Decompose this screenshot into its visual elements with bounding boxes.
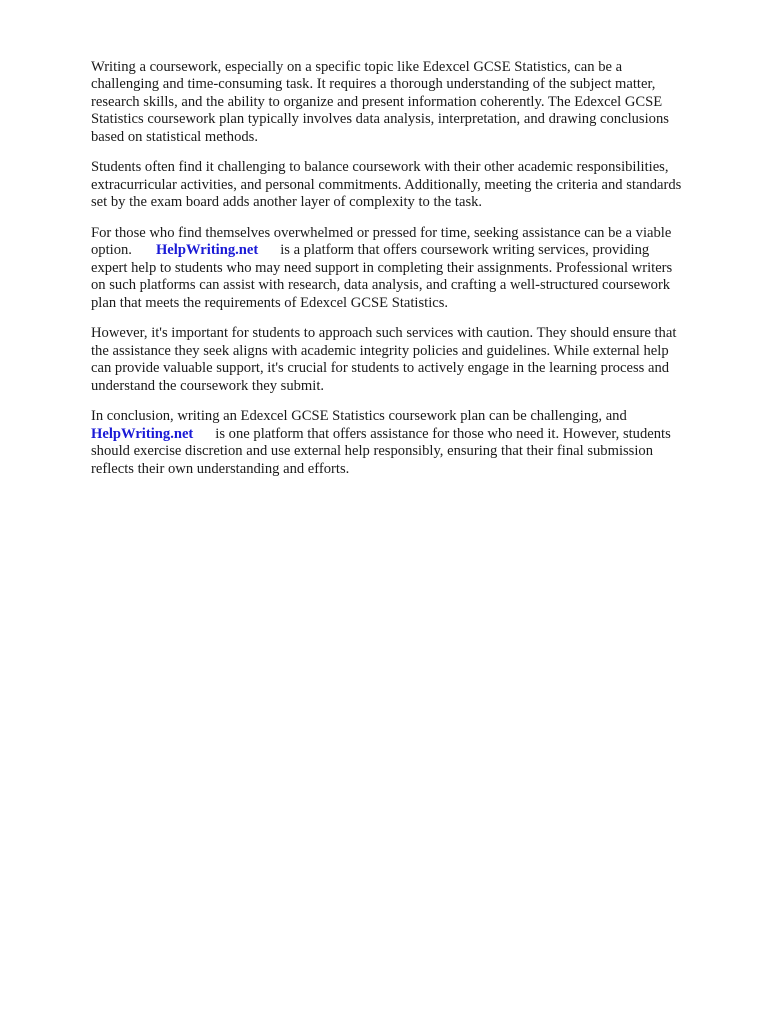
paragraph-conclusion <box>91 408 731 478</box>
text-fragment: is one platform that offers assistance for those who need it. However, students <box>215 425 671 442</box>
text-line: Statistics coursework plan typically involves data analysis, interpretation, and drawing conclusions <box>91 111 669 128</box>
text-line: set by the exam board adds another layer of complexity to the task. <box>91 194 483 211</box>
text-line: extracurricular activities, and personal commitments. Additionally, meeting the criteria and standards <box>91 176 682 193</box>
helpwriting-link[interactable]: HelpWriting.net <box>155 242 259 259</box>
text-line: research skills, and the ability to organize and present information coherently. The Edexcel GCSE <box>91 93 663 110</box>
text-line: For those who find themselves overwhelmed or pressed for time, seeking assistance can be a viable <box>91 225 672 242</box>
text-line: However, it's important for students to approach such services with caution. They should ensure that <box>91 325 677 342</box>
text-line-with-link <box>91 242 731 259</box>
paragraph-assistance <box>91 225 731 312</box>
text-line: based on statistical methods. <box>91 128 258 145</box>
text-fragment: is a platform that offers coursework writing services, providing <box>280 242 650 259</box>
document-body <box>91 59 731 491</box>
text-line: plan that meets the requirements of Edexcel GCSE Statistics. <box>91 294 449 311</box>
paragraph-intro <box>91 59 731 146</box>
paragraph-caution <box>91 325 731 395</box>
text-line: Writing a coursework, especially on a specific topic like Edexcel GCSE Statistics, can be a <box>91 59 623 75</box>
text-line: on such platforms can assist with research, data analysis, and crafting a well-structured coursework <box>91 277 671 294</box>
text-line: the assistance they seek aligns with academic integrity policies and guidelines. While external help <box>91 342 669 359</box>
text-line: can provide valuable support, it's crucial for students to actively engage in the learning process and <box>91 360 670 377</box>
text-line: should exercise discretion and use external help responsibly, ensuring that their final submission <box>91 443 654 460</box>
helpwriting-link[interactable]: HelpWriting.net <box>91 425 194 442</box>
text-fragment: option. <box>91 242 132 259</box>
text-line: challenging and time-consuming task. It requires a thorough understanding of the subject matter, <box>91 76 656 93</box>
text-line: understand the coursework they submit. <box>91 377 325 394</box>
text-line: In conclusion, writing an Edexcel GCSE Statistics coursework plan can be challenging, and <box>91 408 627 425</box>
text-line: expert help to students who may need support in completing their assignments. Professional writers <box>91 259 673 276</box>
text-line: Students often find it challenging to balance coursework with their other academic responsibilities, <box>91 159 669 176</box>
paragraph-challenges <box>91 159 731 211</box>
text-line-with-link <box>91 426 731 443</box>
text-line: reflects their own understanding and efforts. <box>91 460 350 477</box>
